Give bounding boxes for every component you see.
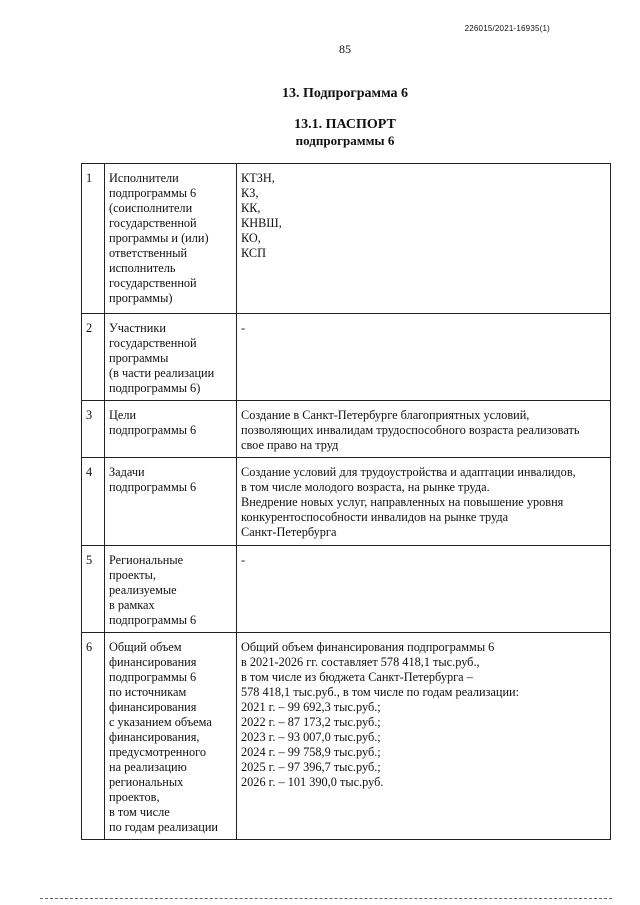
row-label-line: программы и (или) [109,231,209,245]
row-label [105,633,237,840]
row-value-line: конкурентоспособности инвалидов на рынке труда [241,510,509,524]
row-value [237,458,611,546]
row-value-line: 2026 г. – 101 390,0 тыс.руб. [241,775,384,789]
section-title: 13. Подпрограмма 6 [281,86,409,101]
row-value [237,164,611,314]
row-value-line: Внедрение новых услуг, направленных на повышение уровня [241,495,564,509]
row-label-line: государственной [109,216,197,230]
passport-table [81,163,611,840]
row-value-line: 2025 г. – 97 396,7 тыс.руб.; [241,760,381,774]
row-value-line: 2023 г. – 93 007,0 тыс.руб.; [241,730,381,744]
row-label-line: подпрограммы 6 [109,613,197,627]
row-label-line: подпрограммы 6 [109,480,197,494]
row-value-line: Общий объем финансирования подпрограммы 6 [241,640,495,654]
row-label-line: подпрограммы 6) [109,381,201,395]
row-label-line: исполнитель [109,261,176,275]
row-value-line: КНВШ, [241,216,282,230]
row-value-line: в том числе молодого возраста, на рынке труда. [241,480,490,494]
row-value-line: 2021 г. – 99 692,3 тыс.руб.; [241,700,381,714]
passport-row-3 [82,401,611,458]
row-label-line: в том числе [109,805,170,819]
row-number: 1 [82,164,105,314]
row-label-line: финансирования [109,700,197,714]
passport-subtitle: подпрограммы 6 [295,133,395,148]
bottom-divider [40,898,612,899]
passport-row-5 [82,546,611,633]
row-label [105,401,237,458]
row-label-line: программы) [109,291,173,305]
row-label-line: региональных [109,775,184,789]
row-label-line: (соисполнители [109,201,193,215]
row-label-line: подпрограммы 6 [109,670,197,684]
passport-row-4 [82,458,611,546]
row-value-line: позволяющих инвалидам трудоспособного возраста реализовать [241,423,580,437]
passport-row-2 [82,314,611,401]
row-value-line: 2022 г. – 87 173,2 тыс.руб.; [241,715,381,729]
row-value-line: - [241,553,246,567]
row-label-line: в рамках [109,598,155,612]
row-value-line: в том числе из бюджета Санкт-Петербурга – [241,670,473,684]
row-label-line: Общий объем [109,640,182,654]
row-value-line: свое право на труд [241,438,339,452]
row-label [105,164,237,314]
passport-title: 13.1. ПАСПОРТ [294,117,396,132]
row-label-line: Задачи [109,465,145,479]
row-value-line: 578 418,1 тыс.руб., в том числе по годам реализации: [241,685,520,699]
row-label-line: государственной [109,276,197,290]
row-label-line: подпрограммы 6 [109,423,197,437]
row-label-line: государственной [109,336,197,350]
row-value-line: КО, [241,231,261,245]
row-label-line: (в части реализации [109,366,215,380]
row-label-line: Исполнители [109,171,179,185]
row-label-line: программы [109,351,169,365]
row-number: 2 [82,314,105,401]
document-id: 226015/2021-16935(1) [464,24,550,33]
row-value-line: в 2021-2026 гг. составляет 578 418,1 тыс.руб., [241,655,480,669]
row-value-line: КЗ, [241,186,259,200]
row-label-line: на реализацию [109,760,187,774]
row-value [237,314,611,401]
row-value [237,546,611,633]
row-value-line: КТЗН, [241,171,275,185]
row-label-line: реализуемые [109,583,177,597]
row-number: 4 [82,458,105,546]
row-label [105,314,237,401]
row-label [105,546,237,633]
row-value-line: Создание условий для трудоустройства и адаптации инвалидов, [241,465,576,479]
row-value-line: КК, [241,201,261,215]
row-label-line: проекты, [109,568,157,582]
row-value-line: Создание в Санкт-Петербурге благоприятных условий, [241,408,530,422]
row-number: 3 [82,401,105,458]
row-label-line: подпрограммы 6 [109,186,197,200]
passport-table-body [82,164,611,840]
row-label-line: Участники [109,321,166,335]
row-value [237,633,611,840]
row-value-line: КСП [241,246,266,260]
passport-row-6 [82,633,611,840]
row-value [237,401,611,458]
row-label-line: Цели [109,408,137,422]
row-label-line: по годам реализации [109,820,219,834]
row-value-line: 2024 г. – 99 758,9 тыс.руб.; [241,745,381,759]
row-label-line: финансирования, [109,730,200,744]
row-value-line: Санкт-Петербурга [241,525,337,539]
passport-row-1 [82,164,611,314]
page-number: 85 [339,42,351,56]
row-label-line: проектов, [109,790,160,804]
row-label-line: предусмотренного [109,745,206,759]
row-label-line: финансирования [109,655,197,669]
row-label-line: ответственный [109,246,188,260]
row-number: 6 [82,633,105,840]
row-label-line: по источникам [109,685,187,699]
row-value-line: - [241,321,246,335]
row-number: 5 [82,546,105,633]
row-label-line: Региональные [109,553,184,567]
row-label [105,458,237,546]
row-label-line: с указанием объема [109,715,212,729]
